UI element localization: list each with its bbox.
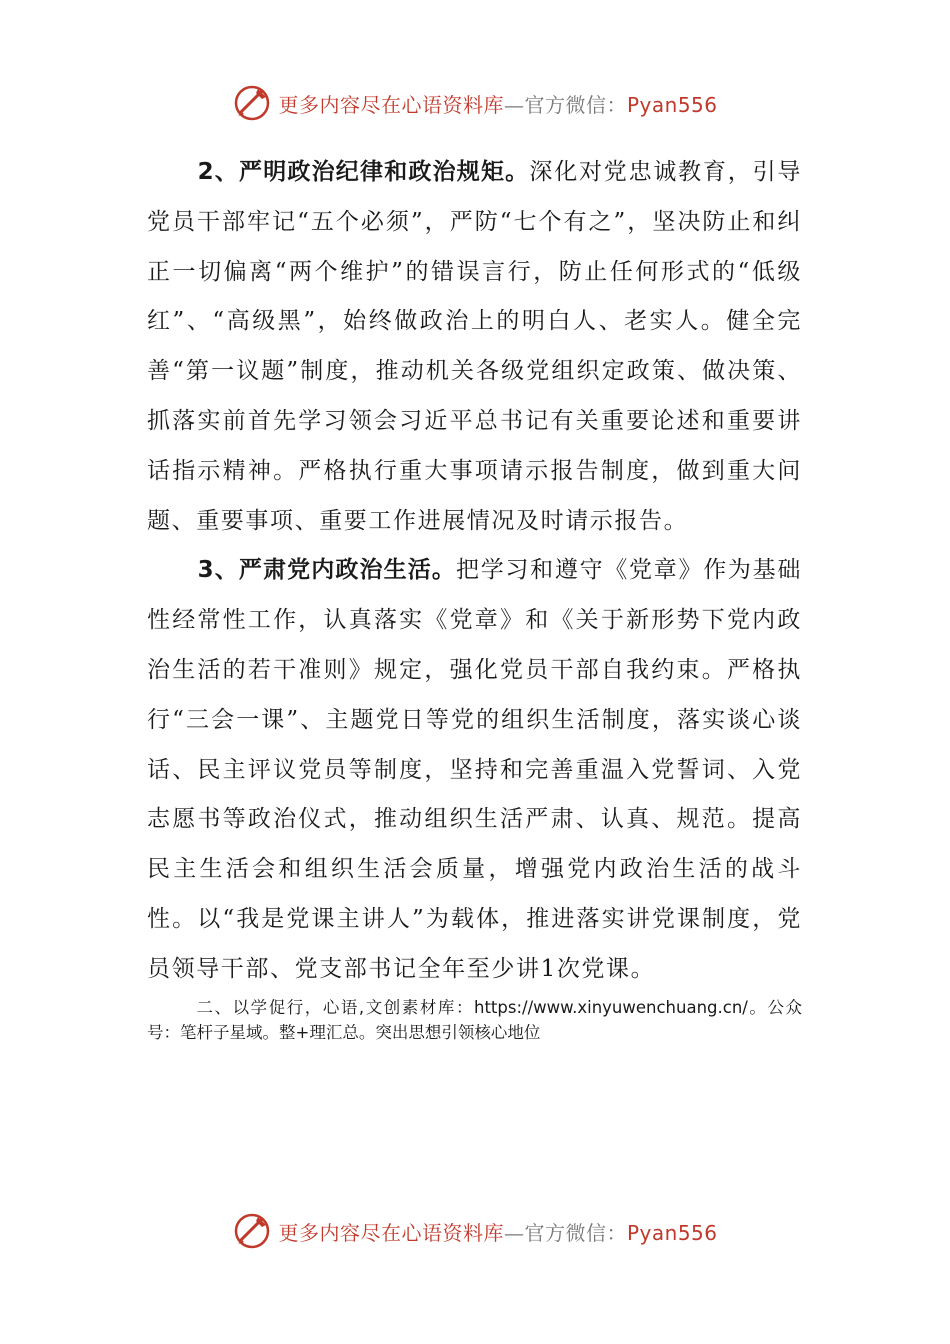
paragraph-3 (147, 546, 802, 994)
watermark-text (278, 89, 717, 118)
document-body (147, 148, 802, 1045)
paragraph-2-heading: 2、严明政治纪律和政治规矩。 (197, 159, 530, 185)
note-paragraph: 二、以学促行，心语,文创素材库：https://www.xinyuwenchuang.cn/。公众号：笔杆子星域。整+理汇总。突出思想引领核心地位 (147, 997, 802, 1042)
watermark-id-text: Pyan556 (626, 1220, 718, 1245)
watermark-dash-text: —官方微信： (503, 1220, 627, 1245)
pen-circle-logo-icon (232, 1211, 272, 1251)
watermark-id-text: Pyan556 (626, 92, 718, 117)
paragraph-3-heading: 3、严肃党内政治生活。 (197, 557, 456, 584)
watermark-cn-text: 更多内容尽在心语资料库 (278, 1220, 504, 1245)
paragraph-3-body: 把学习和遵守《党章》作为基础性经常性工作，认真落实《党章》和《关于新形势下党内政治生活的若干准则》规定，强化党员干部自我约束。严格执行“三会一课”、主题党日等党的组织生活制度，落实谈心谈话、民主评议党员等制度，坚持和完善重温入党誓词、入党志愿书等政治仪式，推动组织生活严肃、认真、规范。提高民主生活会和组织生活会质量，增强党内政治生活的战斗性。以“我是党课主讲人”为载体，推进落实讲党课制度，党员领导干部、党支部书记全年至少讲1次党课。 (147, 557, 802, 982)
watermark-text (278, 1217, 717, 1246)
watermark-dash-text: —官方微信： (503, 92, 627, 117)
paragraph-2 (147, 148, 802, 546)
header-watermark (0, 78, 950, 128)
pen-circle-logo-icon (232, 83, 272, 123)
footer-watermark (0, 1206, 950, 1256)
paragraph-2-body: 深化对党忠诚教育，引导党员干部牢记“五个必须”，严防“七个有之”，坚决防止和纠正一切偏离“两个维护”的错误言行，防止任何形式的“低级红”、“高级黑”，始终做政治上的明白人、老实人。健全完善“第一议题”制度，推动机关各级党组织定政策、做决策、抓落实前首先学习领会习近平总书记有关重要论述和重要讲话指示精神。严格执行重大事项请示报告制度，做到重大问题、重要事项、重要工作进展情况及时请示报告。 (147, 159, 802, 534)
watermark-cn-text: 更多内容尽在心语资料库 (278, 92, 504, 117)
